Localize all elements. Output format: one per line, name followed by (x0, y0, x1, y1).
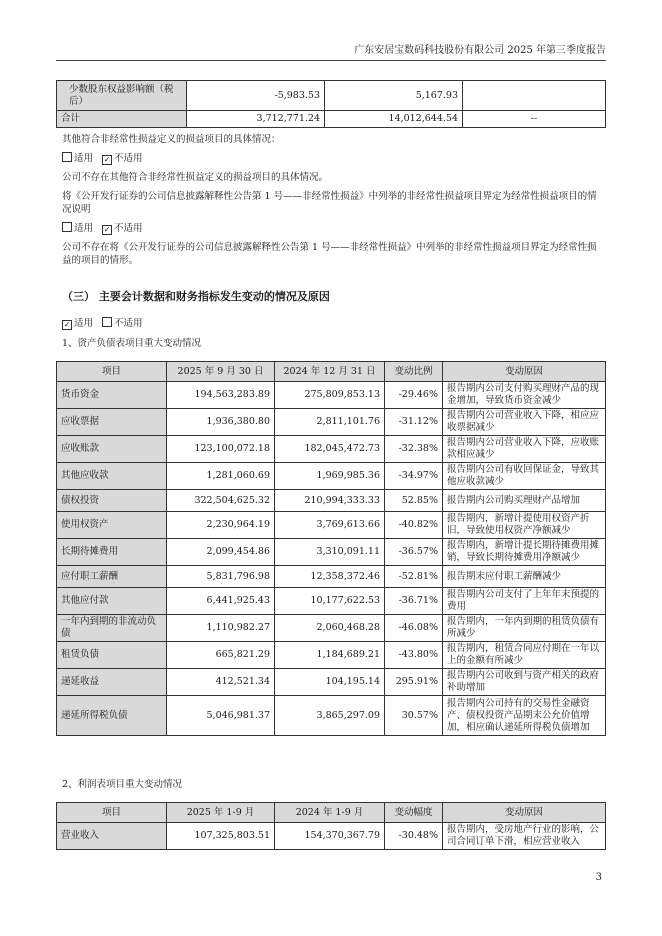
row-item: 营业收入 (57, 823, 167, 850)
row-item: 债权投资 (57, 490, 167, 512)
subsection-1-title: 1、资产负债表项目重大变动情况 (62, 338, 202, 349)
change-pct: -52.81% (385, 566, 443, 588)
value-prior: 3,310,091.11 (275, 539, 385, 566)
row-item: 其他应付款 (57, 588, 167, 615)
other-items-label: 其他符合非经常性损益定义的损益项目的具体情况： (62, 134, 281, 145)
table-row (57, 539, 606, 566)
value-current: 107,325,803.51 (167, 823, 275, 850)
value-prior: 210,994,333.33 (275, 490, 385, 512)
checkbox-not-applicable-checked: ✓ (103, 155, 111, 164)
change-reason: 报告期内公司营业收入下降，应收账款相应减少 (443, 436, 606, 463)
change-pct: -34.97% (385, 463, 443, 490)
value-current: 412,521.34 (167, 669, 275, 696)
change-reason: 报告期内，一年内到期的租赁负债有所减少 (443, 615, 606, 642)
change-pct: -36.57% (385, 539, 443, 566)
value-prior: 104,195.14 (275, 669, 385, 696)
value-current: 1,110,982.27 (167, 615, 275, 642)
change-pct: -32.38% (385, 436, 443, 463)
change-reason: 报告期内公司营业收入下降，相应应收票据减少 (443, 409, 606, 436)
table-header-row: 项目 2025 年 1-9 月 2024 年 1-9 月 变动幅度 变动原因 (57, 803, 606, 823)
balance-sheet-table (56, 361, 606, 736)
no-other-items-text: 公司不存在其他符合非经常性损益定义的损益项目的具体情况。 (62, 172, 329, 183)
checkbox-row-2: 适用 ✓ 不适用 (62, 222, 602, 235)
checkbox-applicable (62, 222, 72, 232)
section-heading: （三） 主要会计数据和财务指标发生变动的情况及原因 (62, 290, 330, 303)
change-pct: 30.57% (385, 696, 443, 736)
change-reason: 报告期内公司支付了上年年末预提的费用 (443, 588, 606, 615)
page-header (56, 44, 606, 61)
table-row (57, 490, 606, 512)
table-row (57, 588, 606, 615)
value-current: 2,099,454.86 (167, 539, 275, 566)
table-row (57, 696, 606, 736)
report-title: 广东安居宝数码科技股份有限公司 2025 年第三季度报告 (354, 45, 606, 56)
change-reason: 报告期内公司支付购买理财产品的现金增加，导致货币资金减少 (443, 382, 606, 409)
checkbox-not-applicable-checked: ✓ (103, 225, 111, 234)
value-prior: 3,865,297.09 (275, 696, 385, 736)
row-item: 少数股东权益影响额（税后） (57, 81, 187, 111)
income-statement-table (56, 802, 606, 850)
change-reason: 报告期内公司持有的交易性金融资产、债权投资产品期末公允价值增加，相应确认递延所得税负债增加 (443, 696, 606, 736)
row-item: 货币资金 (57, 382, 167, 409)
value-current: 123,100,072.18 (167, 436, 275, 463)
value-current: 1,936,380.80 (167, 409, 275, 436)
value-current: 1,281,060.69 (167, 463, 275, 490)
row-item: 应付职工薪酬 (57, 566, 167, 588)
table-row (57, 512, 606, 539)
checkbox-row-1: 适用 ✓ 不适用 (62, 152, 602, 165)
row-item: 递延收益 (57, 669, 167, 696)
row-item: 一年内到期的非流动负债 (57, 615, 167, 642)
change-reason: 报告期内，租赁合同应付期在一年以上的金额有所减少 (443, 642, 606, 669)
value-current: 322,504,625.32 (167, 490, 275, 512)
change-reason: 报告期内公司收到与资产相关的政府补助增加 (443, 669, 606, 696)
value-current: 665,821.29 (167, 642, 275, 669)
table-row (57, 409, 606, 436)
table-row (57, 463, 606, 490)
change-pct: -46.08% (385, 615, 443, 642)
change-pct: -40.82% (385, 512, 443, 539)
value-prior: 3,769,613.66 (275, 512, 385, 539)
value-prior: 182,045,472.73 (275, 436, 385, 463)
value-prior: 2,811,101.76 (275, 409, 385, 436)
row-item: 应收票据 (57, 409, 167, 436)
value-prior: 154,370,367.79 (275, 823, 385, 850)
change-pct: 295.91% (385, 669, 443, 696)
table-row (57, 642, 606, 669)
checkbox-applicable (62, 152, 72, 162)
table-row (57, 823, 606, 850)
value-prior: 2,060,468.28 (275, 615, 385, 642)
change-reason: 报告期内，新增计提使用权资产折旧，导致使用权资产净额减少 (443, 512, 606, 539)
value-prior: 1,969,985.36 (275, 463, 385, 490)
value-prior: 12,358,372.46 (275, 566, 385, 588)
row-item: 递延所得税负债 (57, 696, 167, 736)
row-item: 合计 (57, 111, 187, 128)
table-row: 少数股东权益影响额（税后） -5,983.53 5,167.93 (57, 81, 606, 111)
row-item: 长期待摊费用 (57, 539, 167, 566)
checkbox-applicable-checked: ✓ (63, 320, 71, 329)
table-row (57, 566, 606, 588)
value-prior: 1,184,689.21 (275, 642, 385, 669)
value-prior: 10,177,622.53 (275, 588, 385, 615)
change-reason: 报告期内公司有收回保证金，导致其他应收款减少 (443, 463, 606, 490)
value-current: 6,441,925.43 (167, 588, 275, 615)
table-row (57, 669, 606, 696)
checkbox-row-3: ✓ 适用 不适用 (63, 318, 143, 329)
row-item: 其他应收款 (57, 463, 167, 490)
value-prior: 275,809,853.13 (275, 382, 385, 409)
change-pct: -29.46% (385, 382, 443, 409)
change-pct: -30.48% (385, 823, 443, 850)
change-reason: 报告期内，新增计提长期待摊费用摊销，导致长期待摊费用净额减少 (443, 539, 606, 566)
subsection-2-title: 2、利润表项目重大变动情况 (62, 779, 183, 790)
change-reason: 报告期内，受房地产行业的影响，公司合同订单下滑，相应营业收入 (443, 823, 606, 850)
page-number: 3 (595, 872, 602, 883)
change-reason: 报告期末应付职工薪酬减少 (443, 566, 606, 588)
value-current: 5,046,981.37 (167, 696, 275, 736)
checkbox-not-applicable (102, 317, 112, 327)
value-current: 5,831,796.98 (167, 566, 275, 588)
defined-items-text: 将《公开发行证券的公司信息披露解释性公告第 1 号——非经常性损益》中列举的非经常性损益项目界定为经常性损益项目的情况说明 (62, 191, 597, 215)
table-row (57, 382, 606, 409)
non-recurring-table (56, 80, 606, 128)
value-current: 2,230,964.19 (167, 512, 275, 539)
table-row (57, 615, 606, 642)
change-pct: 52.85% (385, 490, 443, 512)
value-current: 194,563,283.89 (167, 382, 275, 409)
table-row: 合计 3,712,771.24 14,012,644.54 -- (57, 111, 606, 128)
row-item: 租赁负债 (57, 642, 167, 669)
change-reason: 报告期内公司购买理财产品增加 (443, 490, 606, 512)
row-item: 应收账款 (57, 436, 167, 463)
change-pct: -31.12% (385, 409, 443, 436)
table-row (57, 436, 606, 463)
row-item: 使用权资产 (57, 512, 167, 539)
table-header-row: 项目 2025 年 9 月 30 日 2024 年 12 月 31 日 变动比例 变动原因 (57, 362, 606, 382)
change-pct: -43.80% (385, 642, 443, 669)
change-pct: -36.71% (385, 588, 443, 615)
no-defined-items-text: 公司不存在将《公开发行证券的公司信息披露解释性公告第 1 号——非经常性损益》中列举的非经常性损益项目界定为经常性损益的项目的情形。 (62, 242, 597, 266)
